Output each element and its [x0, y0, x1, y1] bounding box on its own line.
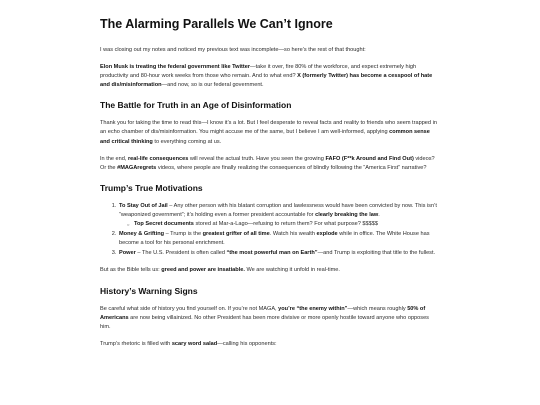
bold-text: Elon Musk is treating the federal government like Twitter [100, 64, 251, 71]
text-run: while in office. The White House has become a tool for his personal enrichment. [119, 231, 430, 247]
text-run: . [378, 211, 380, 218]
intro-paragraph: I was closing out my notes and noticed my previous text was incomplete—so here’s the rest of that thought: [100, 47, 366, 53]
bold-text: you’re “the enemy within” [278, 305, 348, 312]
text-run: Be careful what side of history you find yourself on. If you’re not MAGA, [100, 305, 279, 312]
list-item [118, 202, 440, 229]
text-run: Thank you for taking the time to read this—I know it’s a lot. But I feel desperate to reveal facts and reality to friends who seem trapped in an echo chamber of dis/misinformation. You might accuse me of the same, but I believe I am well-informed, applying [100, 120, 437, 136]
bold-text: X (formerly Twitter) has become a cesspool of hate and dis/misinformation [100, 73, 433, 89]
text-run: to everything coming at us. [152, 138, 222, 145]
text-run: Trump’s rhetoric is filled with [100, 340, 172, 347]
text-run: stored at Mar-a-Lago—refusing to return them? For what purpose? $$$$$ [193, 221, 378, 228]
text-run: In the end, [100, 155, 128, 162]
bold-text: greatest grifter of all time [202, 231, 270, 238]
text-run: videos? Or the [100, 155, 435, 171]
text-run: – Any other person with his blatant corruption and lawlessness would have been convicted by now. This isn’t “weaponized government”; it’s holding even a former president accountable for [119, 202, 437, 218]
thank-you-paragraph [100, 119, 440, 146]
bold-text: To Stay Out of Jail [119, 202, 168, 209]
bible-paragraph [100, 266, 440, 275]
list-item [118, 230, 440, 248]
bold-text: “the most powerful man on Earth” [226, 250, 318, 257]
rhetoric-paragraph [100, 340, 440, 349]
text-run: —and Trump is exploiting that title to the fullest. [317, 250, 436, 257]
list-item [118, 249, 440, 258]
section-heading-motivations: Trump’s True Motivations [100, 182, 203, 193]
text-run: are now being villainized. No other President has been more divisive or more openly hostile toward anyone who opposes him. [100, 314, 429, 330]
motivations-list [100, 202, 440, 259]
bold-text: 50% of Americans [100, 305, 426, 321]
text-run: But as the Bible tells us: [100, 267, 162, 274]
sub-list-item [128, 220, 440, 229]
text-run: We are watching it unfold in real-time. [244, 267, 340, 274]
bold-text: Power [119, 250, 136, 257]
text-run: —and now, so is our federal government. [161, 82, 264, 89]
section-heading-battle: The Battle for Truth in an Age of Disinformation [100, 100, 292, 111]
text-run: —calling his opponents: [217, 340, 277, 347]
text-run: will reveal the actual truth. Have you seen the growing [188, 155, 326, 162]
bold-text: scary word salad [171, 340, 218, 347]
text-run: . Watch his wealth [269, 231, 317, 238]
page-title: The Alarming Parallels We Can’t Ignore [100, 17, 333, 31]
bold-text: FAFO (F**k Around and Find Out) [325, 155, 414, 162]
bold-text: #MAGAregrets [117, 164, 157, 171]
bold-text: explode [316, 231, 338, 238]
consequences-paragraph [100, 155, 440, 173]
text-run: – Trump is the [164, 231, 203, 238]
bold-text: clearly breaking the law [315, 211, 379, 218]
text-run: —take it over, fire 80% of the workforce, and expect extremely high productivity and 80-hour work weeks from those who remain. And to what end? [100, 64, 417, 80]
sub-list [119, 220, 440, 229]
musk-paragraph [100, 63, 440, 90]
text-run: —which means roughly [347, 305, 408, 312]
text-run: videos, where people are finally realizing the consequences of blindly following the “America First” narrative? [156, 164, 427, 171]
bold-text: common sense and critical thinking [100, 129, 430, 145]
bold-text: Top Secret documents [134, 221, 194, 228]
text-run: – The U.S. President is often called [135, 250, 227, 257]
bold-text: real-life consequences [128, 155, 189, 162]
careful-paragraph [100, 305, 440, 332]
section-heading-history: History’s Warning Signs [100, 285, 198, 296]
bold-text: greed and power are insatiable. [161, 267, 245, 274]
bold-text: Money & Grifting [119, 231, 165, 238]
